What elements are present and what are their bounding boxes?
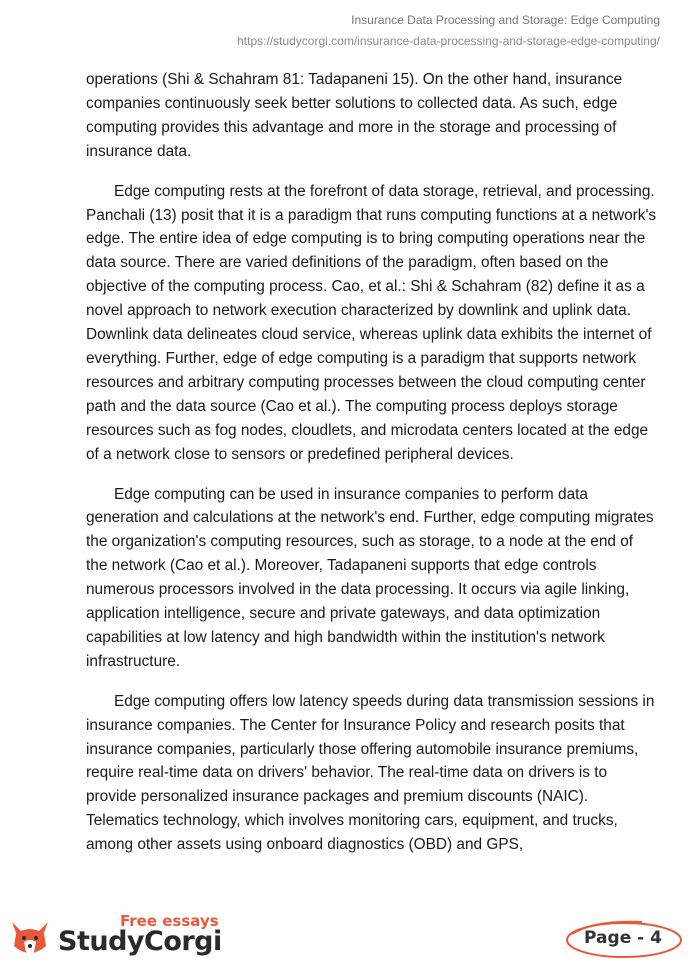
paragraph-4: Edge computing offers low latency speeds during data transmission sessions in insurance companies. The Center for Insurance Policy and research posits that insurance companies, particularly those offering automobile insurance premiums, require real-time data on drivers' behavior. The real-time data on drivers is to provide personalized insurance packages and premium discounts (NAIC). Telematics technology, which involves monitoring cars, equipment, and trucks, among other assets using onboard diagnostics (OBD) and GPS, (86, 692, 655, 854)
studycorgi-logo[interactable] (8, 912, 228, 958)
paragraph-1: operations (Shi & Schahram 81: Tadapaneni 15). On the other hand, insurance companies continuously seek better solutions to collected data. As such, edge computing provides this advantage and more in the storage and processing of insurance data. (86, 71, 623, 160)
document-body (86, 68, 658, 873)
corgi-icon (8, 918, 52, 958)
page-number-badge (564, 918, 684, 960)
paragraph-3: Edge computing can be used in insurance companies to perform data generation and calculations at the network's end. Further, edge computing migrates the organization's computing resources, such as storage, to a node at the end of the network (Cao et al.). Moreover, Tadapaneni supports that edge controls numerous processors involved in the data processing. It occurs via agile linking, application intelligence, secure and private gateways, and data optimization capabilities at low latency and high bandwidth within the institution's network infrastructure. (86, 485, 654, 670)
paragraph-2: Edge computing rests at the forefront of data storage, retrieval, and processing. Panchali (13) posit that it is a paradigm that runs computing functions at a network's edge. The entire idea of edge computing is to bring computing operations near the data source. There are varied definitions of the paradigm, often based on the objective of the computing process. Cao, et al.: Shi & Schahram (82) define it as a novel approach to network execution characterized by downlink and uplink data. Downlink data delineates cloud service, whereas uplink data exhibits the internet of everything. Further, edge of edge computing is a paradigm that supports network resources and arbitrary computing processes between the cloud computing center path and the data source (Cao et al.). The computing process deploys storage resources such as fog nodes, cloudlets, and microdata centers located at the edge of a network close to sensors or predefined peripheral devices. (86, 182, 657, 463)
brand-name: StudyCorgi (58, 926, 222, 957)
free-essays-tagline: Free essays (120, 912, 219, 930)
document-title: Insurance Data Processing and Storage: Edge Computing (351, 13, 660, 27)
document-url[interactable]: https://studycorgi.com/insurance-data-processing-and-storage-edge-computing/ (237, 34, 660, 48)
page-number: Page - 4 (584, 928, 662, 948)
page-header (237, 12, 660, 50)
